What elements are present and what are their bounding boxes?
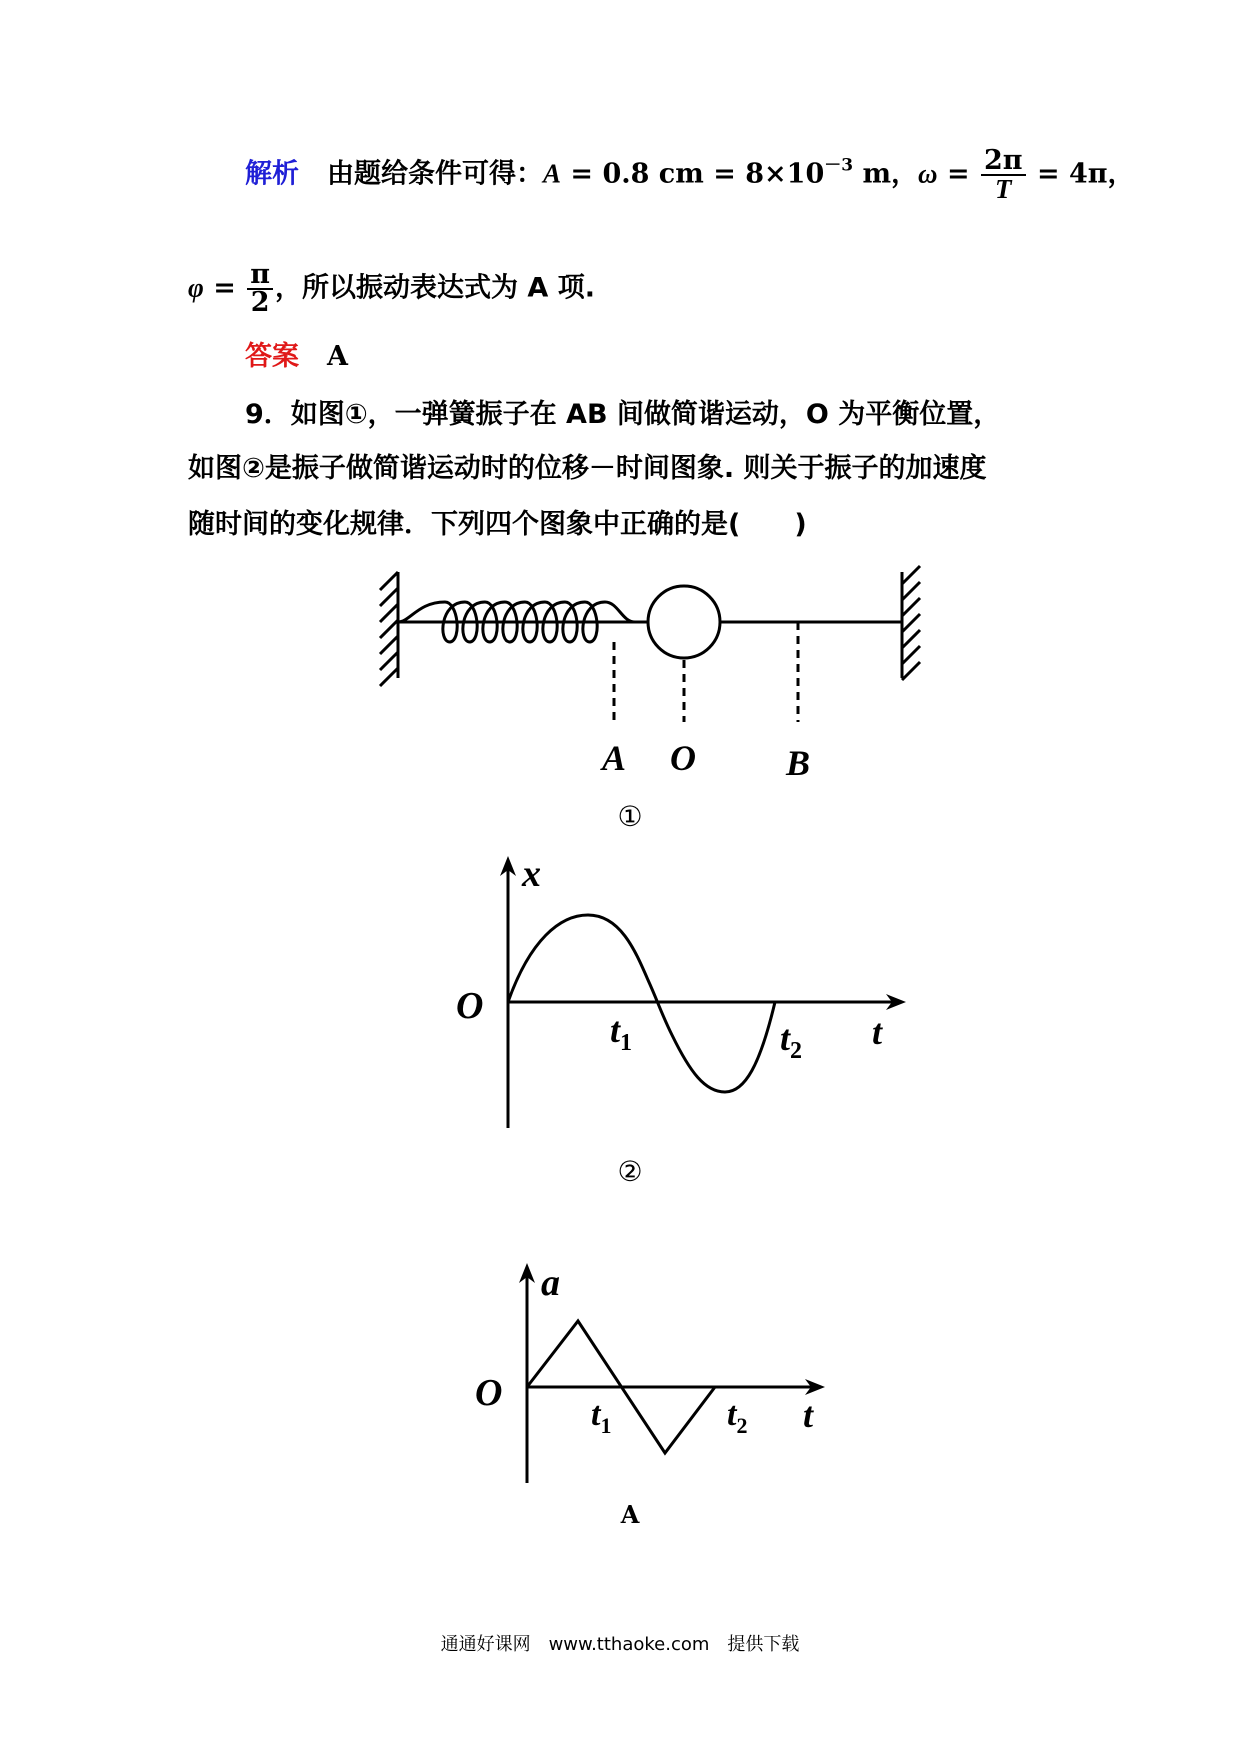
phi-numerator: π	[247, 262, 273, 290]
analysis-line-2	[188, 259, 595, 318]
phi-fraction	[247, 259, 273, 318]
omega-numerator: 2π	[981, 148, 1026, 176]
figure-2-x-label: t	[872, 1012, 883, 1052]
question-text-3: 随时间的变化规律．下列四个图象中正确的是( )	[188, 509, 807, 540]
analysis-intro: 由题给条件可得：	[327, 158, 543, 190]
answer-line	[245, 340, 348, 374]
answer-label: 答案	[245, 341, 299, 372]
figure-2-y-label: x	[522, 853, 541, 895]
amplitude-variable: A	[543, 158, 562, 189]
oscillator-ball	[648, 586, 720, 658]
option-a-t1: $t_1$	[591, 1396, 612, 1438]
page-footer: 通通好课网 www.tthaoke.com 提供下载	[440, 1634, 800, 1655]
figure-1-caption: ①	[617, 800, 643, 833]
omega-variable: ω	[918, 158, 938, 189]
option-a-acceleration-graph	[465, 1255, 845, 1495]
option-a-caption: A	[620, 1500, 640, 1529]
answer-value: A	[327, 341, 348, 372]
question-number: 9．	[245, 399, 291, 430]
omega-equals: =	[937, 158, 980, 190]
analysis-conclusion: ，所以振动表达式为 A 项.	[275, 272, 595, 304]
question-line-1	[245, 398, 1000, 432]
question-line-2	[188, 452, 987, 486]
analysis-label: 解析	[245, 158, 299, 190]
omega-fraction	[981, 145, 1026, 204]
phi-denominator: 2	[250, 287, 270, 318]
right-wall	[902, 566, 920, 680]
figure-2-displacement-graph	[440, 850, 920, 1140]
option-a-origin: O	[475, 1372, 503, 1414]
figure-1-spring-oscillator	[370, 560, 930, 800]
option-a-x-label: t	[803, 1395, 814, 1435]
figure-2-caption: ②	[617, 1155, 643, 1188]
question-text-2: 如图②是振子做简谐运动时的位移－时间图象. 则关于振子的加速度	[188, 453, 987, 484]
omega-denominator: T	[995, 174, 1012, 204]
figure-2-t2: $t_2$	[780, 1018, 803, 1064]
question-line-3	[188, 508, 807, 542]
figure-2-origin: O	[456, 985, 484, 1027]
phi-equals: =	[203, 272, 246, 304]
label-o: O	[670, 738, 696, 778]
question-text-1: 如图①，一弹簧振子在 AB 间做简谐运动，O 为平衡位置，	[290, 399, 1001, 430]
phi-variable: φ	[188, 272, 204, 303]
label-b: B	[786, 743, 811, 783]
amplitude-equation: = 0.8 cm = 8×10	[561, 158, 825, 190]
figure-2-t1: $t_1$	[610, 1010, 633, 1056]
amplitude-exponent: －3	[824, 155, 854, 176]
label-a: A	[602, 738, 627, 778]
left-wall	[380, 572, 398, 686]
omega-result: = 4π，	[1027, 158, 1135, 190]
option-a-t2: $t_2$	[727, 1396, 748, 1438]
amplitude-unit: m，	[853, 158, 919, 190]
option-a-y-label: a	[541, 1262, 560, 1304]
analysis-line-1	[245, 145, 1135, 204]
